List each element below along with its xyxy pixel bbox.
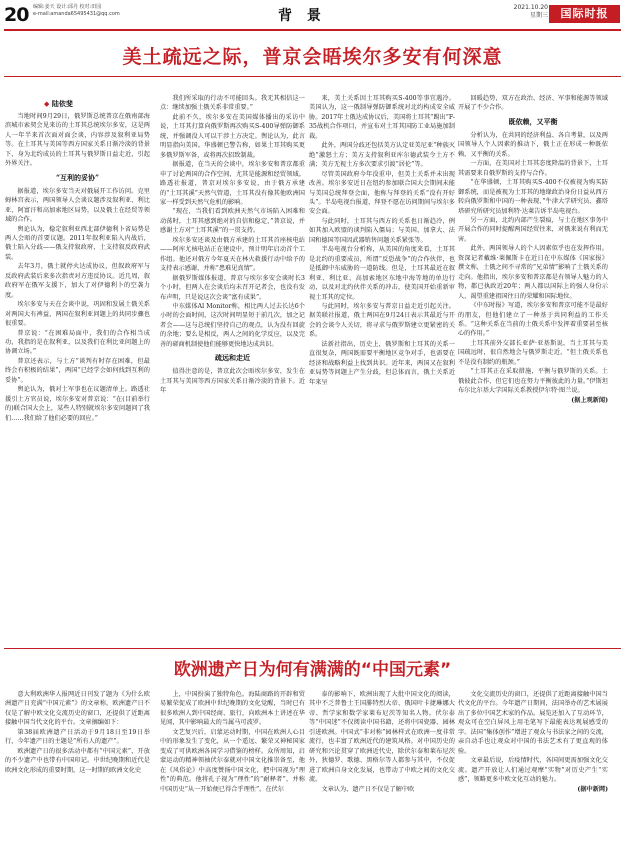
article2-column-4 — [458, 690, 608, 860]
paragraph: 文化交流历史的窗口，还提供了近距离接触中国当代文化的平台。今年遗产日期间，法国举办的艺术展展出了多位中国艺术家的作品。展览还加入了互动环节，观众可在空白屏风上用毛笔写下最能表达观展感受的字。法国“集体创作”增进了观众与书法家之间的交流，亲自动手也让观众对中国的书法艺术有了更直观的体验。 — [458, 691, 608, 755]
article2-column-1 — [5, 690, 150, 860]
paragraph: 埃尔多安与天在会谈中说，巩固和发展土俄关系对两国大有裨益，两国在叙利亚问题上的共同步骤也很重要。 — [5, 301, 150, 328]
paragraph: 我们所采取的行动不可能回头。我无其相信这一点：继续加强土俄关系非常重要。” — [160, 95, 305, 112]
paragraph: 文章认为，遗产日不仅是了解中欧 — [321, 785, 415, 793]
date-line: 2021.10.20 — [513, 4, 548, 11]
paragraph: 埃尔多安还谈及由俄方承建的土耳其首座核电站——阿库尤核电站正在建设中，预计明年启动首个工作组。他还对俄方今年夏天在林火救援行动中给予的支持表示感谢，并称“患难见真情”。 — [160, 236, 305, 273]
paragraph: 据俄罗斯媒体报道，普京与埃尔多安会谈时长3个小时，但两人在会谈后均未召开记者会，也没有发布声明，只是说这次会谈“富有成果”。 — [160, 274, 305, 301]
paragraph: 舆论认为，俄对土军事也在议题清单上。路透社援引土方官员说，埃尔多安对普京说：“在(目前举行的)联合国大会上，某些人特别就埃尔多安问题问了我们……我们给了他们必要的回应。” — [5, 386, 150, 422]
paragraph: 中东媒体Al Monitor称，相比两人过去长达6个小时的会面时间，这次时间明显短于前几次，加之记者会——这与总统们坚持自己的观点，认为没有回旋的余地；要么是相反，两人之间的化学反应，以及完善的磋商机制使他们能够更快地达成共识。 — [160, 302, 305, 348]
article2-column-3 — [309, 690, 455, 860]
paragraph: 当地时间9月29日，俄罗斯总统普京在俄南部海滨城市索契会见来访的土耳其总统埃尔多安，这是两人一年半来首次面对面会谈，内容涉及叙利亚局势等。在土耳其与美国等西方国家关系日渐冷淡的背景下，身为北约成员的土耳其与俄罗斯日益走近，引起外界关注。 — [5, 113, 150, 168]
section-title: 背 景 — [278, 8, 326, 24]
paragraph: 此前不久，埃尔多安在美国媒体播出的采访中说，土耳其打算向俄罗斯再次购买S-400导弹防御系统，并强调没人可以干涉土方决定。舆论认为，此言明显指向美国。华盛顿已警告称，如果土耳其购买更多俄罗斯军备，或将再次招致制裁。 — [160, 113, 305, 159]
paragraph: 据报道，埃尔多安当天对俄展开工作访问。克里姆林宫表示，两国领导人会谈议题涉及叙利亚、利比亚、阿富汗和高加索地区局势，以及俄土在经贸等领域的合作。 — [5, 187, 150, 224]
subheading: 既依赖，又平衡 — [508, 116, 558, 126]
paragraph: 回暖趋势，双方在政治、经济、军事和能源等领域开展了不少合作。 — [458, 95, 608, 112]
source-credit: (据上观新闻) — [571, 396, 608, 404]
paragraph: 法新社指出，历史上，俄罗斯和土耳其的关系一直很复杂，两国既需要平衡地区竞争对手，也需要在经济和战略利益上找到共识。近年来，两国又在叙利亚局势等问题上产生分歧，但总体而言，俄土关系近年来呈 — [309, 340, 455, 386]
subheading: “互利的妥协” — [55, 172, 100, 182]
paragraph: 尽管美国政府今年没重申，但美土关系并未出现改善。埃尔多安近日在纽约参加联合国大会期间未能与美国总统拜登会面，他称与拜登的关系“没有开好头”。半岛电视台报道，拜登不愿在访问期间与埃尔多安会面。 — [309, 170, 455, 216]
paragraph: 意大利欧洲华人报网近日刊发了题为《为什么欧洲遗产日充满“中国元素”》的文章称，欧洲遗产日不仅是了解中欧文化交流历史的窗口，还提供了近距离接触中国当代文化的平台。文章摘编如下： — [5, 691, 150, 727]
paragraph: 此外，两国分歧还包括美方认定亚美尼亚“种族灭绝”激怒土方；美方支持叙利亚库尔德武装令土方不满；美方无视土方多次要求引渡“居伦”等。 — [309, 142, 455, 169]
editor-names: 编辑:姜天 设计:邱丹 校对:田园 — [33, 4, 102, 10]
editor-email: e-mail:amanda65495431@qq.com — [33, 11, 120, 17]
headline-rule — [4, 76, 621, 77]
paragraph: 与此同时，土耳其与西方的关系也日渐趋冷，例如其加入欧盟的谈判陷入僵局；与美国、加拿大、法国和德国等国因武器销售问题关系紧张等。 — [309, 217, 455, 244]
paragraph: “现在，当我们看到欧洲天然气市场陷入困难和动荡时，土耳其感到绝对的自信和稳定，”普京说，并感谢土方对“土耳其溪”的一贯支持。 — [160, 208, 305, 235]
article1-column-1 — [5, 112, 150, 640]
paragraph: 文艺复兴后，启蒙运动时期，中国在欧洲人心目中的形象发生了变化，从一个遥远、繁荣又神秘国家变成了可供欧洲各国学习借鉴的榜样。众所周知，启蒙运动的精神领袖伏尔泰就对中国文化推崇备至，他在《风俗论》中高度赞扬中国文化，把中国视为“理性”的典范。他将孔子视为“理性”的“耐释者”，并称中国历史“从一开始便已得合乎理性”。在伏尔 — [160, 728, 305, 793]
subheading: 疏远和走近 — [215, 353, 250, 363]
paragraph: 第38届欧洲遗产日活动于9月18日至19日举行，今年遗产日的主题是“所有人的遗产”。 — [5, 728, 150, 746]
paragraph: 去年3月，俄土就停火达成协议，但叙政府军与反政府武装后来多次指责对方违反协议。近几周，叙政府军在俄军支援下，加大了对伊德利卜的空袭力度。 — [5, 263, 150, 299]
paragraph: “在华盛顿，土耳其购买S-400不仅被视为购买防御系统，而是被视为土耳其的地缘政治身份日益从西方转向俄罗斯和中国的一种表现，”牛津大学研究员、鑫塔塔研究所研究员加利特·达莱告诉半岛电视台。 — [458, 179, 608, 215]
paragraph: 普京说：“在困难局面中，我们的合作相当成功，我指的是在叙利亚，以及我们在利比亚问题上的协调立场。” — [5, 329, 150, 356]
paragraph: 文章最后说，后疫情时代，各国间更需加强文化交流。遗产开放让人们通过观摩“实物”对历史产生“实感”，领略更多中欧文化互动的魅力。 — [458, 757, 608, 784]
article1-column-4 — [458, 94, 608, 640]
paragraph: 普京还表示，与土方“谈判有时存在困难，但最终会有积极的结果”，两国“已经学会如何找到互利的妥协”。 — [5, 357, 150, 384]
paragraph: 据报道，在当天的会谈中，埃尔多安和普京都重申了讨论两国的合作空间，尤其是能源和经贸领域。路透社报道，普京对埃尔多安说，由于俄方承建的“土耳其溪”天然气管道，土耳其没有像其他欧洲国家一样受到天然气危机的影响。 — [160, 161, 305, 206]
paragraph: 舆论认为，稳定叙利亚西北部伊德利卜省局势是两人会晤的首要议题。2011年叙利亚陷入内战后，俄土陷入分歧——俄支持叙政府，土支持叙反政府武装。 — [5, 225, 150, 261]
source-credit: (据中新网) — [577, 785, 608, 793]
article2-headline: 欧洲遗产日为何有满满的“中国元素” — [173, 660, 452, 680]
page-header — [0, 0, 625, 28]
paragraph: 土耳其前外交部长亚萨·亚基斯说，当土耳其与美国疏远时，很自然地会与俄罗斯走近，“但土俄关系也不是没有制约的瓶颈。” — [458, 339, 608, 366]
article-divider — [4, 648, 621, 649]
header-rule — [4, 29, 621, 31]
article1-column-2 — [160, 94, 305, 640]
paragraph: 此外，两国领导人的个人因素似乎也在发挥作用。资深记者戴维·莱佩斯卡在近日在中东媒体《国家报》撰文称，土俄之间不寻常的“兄弟情”影响了土俄关系的走向。他指出，埃尔多安和普京都是有领导人魅力的人物，都已执政近20年；两人都以国际上的强人身份示人，渴望重建祖国往日的荣耀和国际地位。 — [458, 245, 608, 300]
weekday-line: 星期三 — [529, 12, 548, 19]
byline-diamond-icon: ◆ — [44, 99, 50, 108]
byline-author: 陆依斐 — [51, 99, 73, 108]
paragraph: 欧洲遗产日的很多活动中都有“中国元素”，开放的不少遗产中也带有中国印记。中世纪晚期和近代是欧洲文化形成的重要时期，这一时期的欧洲文化史 — [5, 747, 150, 774]
paragraph: “土耳其正在采取措施，平衡与俄罗斯的关系。土俄彼此合作，但它们也在努力平衡彼此的力量。”伊斯坦布尔比尔基大学国际关系教授伊尔特·图兰说。 — [458, 368, 608, 395]
article1-headline: 美土疏远之际，普京会晤埃尔多安有何深意 — [122, 46, 503, 68]
paragraph: 一方面，在美国对土耳其态度降温的背景下，土耳其需要来自俄罗斯的支持与合作。 — [458, 160, 608, 177]
paragraph: 分析认为，在共同的经济利益、各自考量，以及两国领导人个人因素的推动下，俄土正在形成一种既依赖，又平衡的关系。 — [458, 131, 608, 158]
editor-info — [33, 4, 120, 18]
paragraph: 上，中国扮演了独特角色。海陆商路的开辟和贸易繁荣促成了欧洲中世纪晚期的文化觉醒，当时已有很多欧洲人到中国经商、旅行，向欧洲本土讲述在华见闻，其中影响最大的当属马可波罗。 — [160, 691, 305, 727]
article2-column-2 — [160, 690, 305, 860]
paragraph: 来，美土关系因土耳其购买S-400等事宜遇冷。美国认为，这一俄制导弹防御系统对北约构成安全威胁。2017年土俄达成协议后，美国将土耳其“踢出”F-35战机合作项目，并宣布对土耳其国防工业局施加制裁。 — [309, 95, 455, 140]
paragraph: 泰的影响下，欧洲出现了大批中国文化的阅读，其中不乏普鲁士王国腓特烈大帝、俄国叶卡捷琳娜大帝、哲学家和数学家莱布尼茨等知名人物。伏尔泰等“中国迷”不仅阅读中国书籍，还将中国瓷器、园林引进欧洲。中国式“非对称”园林样式在欧洲一度非常流行，也丰富了欧洲近代的建筑风格。对中国历史的研究和兴论贯穿了欧洲近代史，除伏尔泰和莱布尼茨外，狄德罗、歌德、黑格尔等人都参与其中，不仅促进了欧洲自身文化发展，也带动了中欧之间的文化交流。 — [309, 691, 455, 784]
paragraph: 《中东时报》写道，埃尔多安和普京可能不是最好的朋友，但他们建立了一种基于共同利益的工作关系。“这种关系在当前的土俄关系中发挥着重要甚至核心的作用。” — [458, 302, 608, 338]
paragraph: 另一方面，北约内部产生裂痕，与土在地区事务中开展合作的同时提醒两国经贸往来，对俄来说有利而无害。 — [458, 216, 608, 243]
article1-byline — [44, 99, 73, 109]
paragraph: 半岛电视台分析称，从美国的角度来看，土耳其是北约的重要成员，所谓“反恐战争”的合作伙伴，也是抵御中东威胁的一道防线。但是，土耳其最近在叙利亚、利比亚、高加索地区东地中海等地的单边行动，以及对北约伙伴关系的冲击，使美国开始重新审视土耳其的定位。 — [309, 246, 455, 301]
paragraph: 值得注意的是，普京此次会晤埃尔多安，发生在土耳其与美国等西方国家关系日渐冷淡的背景下。近年 — [160, 368, 305, 395]
issue-date — [490, 4, 548, 20]
page-number: 20 — [4, 4, 29, 26]
newspaper-logo: 国际时报 — [549, 5, 620, 23]
article1-column-3 — [309, 94, 455, 640]
paragraph: 与此同时，埃尔多安与普京日益走近引起关注。据美联社报道，俄土两国在9月24日表示其最近与开会的会谈令人关切，将寻求与俄罗斯建立更紧密的关系。 — [309, 302, 455, 339]
